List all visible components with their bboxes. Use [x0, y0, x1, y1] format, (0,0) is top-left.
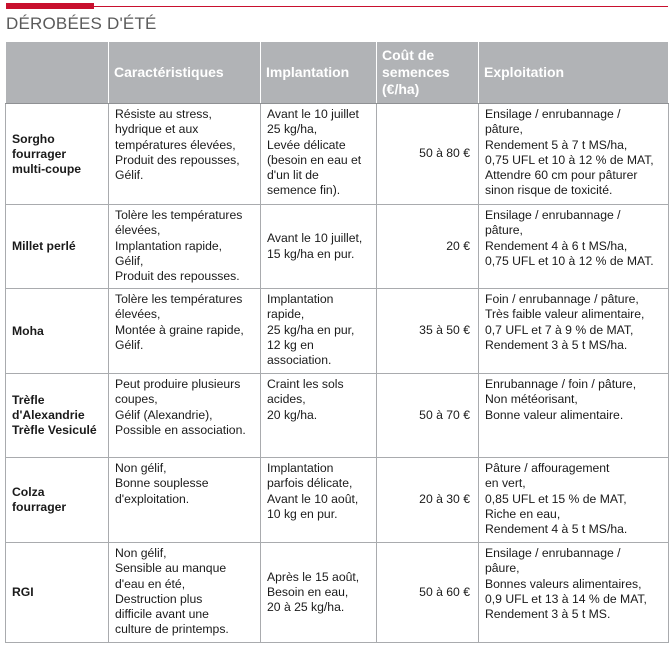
crop-name-line: d'Alexandrie [12, 408, 85, 422]
implantation-line: 20 kg/ha. [267, 407, 318, 422]
crop-name-cell [6, 458, 109, 543]
implantation-cell [261, 205, 377, 289]
characteristics-cell [109, 374, 261, 458]
table-row [6, 289, 669, 374]
exploitation-line: 0,7 UFL et 7 à 9 % de MAT, [485, 322, 634, 337]
column-header-implantation: Implantation [261, 42, 377, 104]
characteristics-line: Sensible au manque [115, 561, 227, 576]
exploitation-line: Bonnes valeurs alimentaires, [485, 576, 642, 591]
crop-name-line: fourrager [12, 146, 67, 161]
implantation-line: Levée délicate [267, 137, 346, 152]
characteristics-line: Non gélif, [115, 546, 167, 560]
exploitation-line: 0,9 UFL et 13 à 14 % de MAT, [485, 591, 647, 606]
implantation-line: parfois délicate, [267, 476, 353, 491]
exploitation-cell [479, 543, 669, 643]
characteristics-line: culture de printemps. [115, 622, 229, 637]
implantation-cell [261, 374, 377, 458]
implantation-line: (besoin en eau et [267, 152, 362, 167]
column-header-characteristics: Caractéristiques [109, 42, 261, 104]
characteristics-line: Gélif. [115, 337, 144, 352]
crop-name-line: Trèfle Vesiculé [12, 423, 97, 437]
implantation-line: 10 kg en pur. [267, 506, 338, 521]
implantation-cell [261, 289, 377, 374]
exploitation-cell [479, 374, 669, 458]
characteristics-line: Gélif. [115, 168, 144, 183]
exploitation-line: pâure, [485, 561, 520, 576]
implantation-line: 20 à 25 kg/ha. [267, 600, 345, 615]
crop-name-line: Trèfle [12, 393, 45, 407]
implantation-line: Avant le 10 juillet, [267, 231, 363, 246]
exploitation-line: Ensilage / enrubannage / [485, 208, 621, 222]
table-row [6, 104, 669, 205]
exploitation-line: Rendement 3 à 5 t MS. [485, 607, 611, 622]
implantation-line: Implantation [267, 461, 334, 475]
crop-name-line: Millet perlé [12, 239, 76, 253]
exploitation-line: Ensilage / enrubannage / [485, 107, 621, 121]
exploitation-line: Rendement 5 à 7 t MS/ha, [485, 137, 628, 152]
crop-name-line: fourrager [12, 500, 67, 514]
implantation-line: rapide, [267, 307, 305, 322]
table-header-row [6, 42, 669, 104]
exploitation-line: Enrubannage / foin / pâture, [485, 377, 637, 391]
characteristics-cell [109, 543, 261, 643]
exploitation-line: Pâture / affouragement [485, 461, 610, 475]
implantation-line: Craint les sols [267, 377, 344, 391]
exploitation-line: Foin / enrubannage / pâture, [485, 292, 639, 306]
characteristics-line: Tolère les températures [115, 208, 243, 222]
exploitation-line: en vert, [485, 476, 526, 491]
exploitation-cell [479, 205, 669, 289]
exploitation-line: Très faible valeur alimentaire, [485, 307, 645, 322]
seed-cost-cell: 50 à 80 € [377, 104, 479, 205]
column-header-exploitation: Exploitation [479, 42, 669, 104]
characteristics-line: Possible en association. [115, 422, 246, 437]
column-header-cost-line: semences [382, 64, 450, 80]
exploitation-line: pâture, [485, 223, 523, 238]
exploitation-line: Rendement 4 à 5 t MS/ha. [485, 522, 628, 537]
title-accent-line [94, 6, 668, 7]
crop-name-line: multi-coupe [12, 161, 82, 176]
crop-name-cell [6, 543, 109, 643]
crop-name-cell [6, 104, 109, 205]
exploitation-cell [479, 458, 669, 543]
exploitation-line: Rendement 3 à 5 t MS/ha. [485, 337, 628, 352]
implantation-line: association. [267, 353, 332, 368]
characteristics-line: difficile avant une [115, 607, 209, 622]
characteristics-line: Gélif (Alexandrie), [115, 407, 213, 422]
exploitation-line: Bonne valeur alimentaire. [485, 407, 624, 422]
characteristics-line: élevées, [115, 223, 161, 238]
exploitation-line: 0,75 UFL et 10 à 12 % de MAT. [485, 253, 654, 268]
exploitation-cell [479, 104, 669, 205]
implantation-line: d'un lit de [267, 168, 319, 183]
table-row [6, 458, 669, 543]
characteristics-line: d'eau en été, [115, 576, 186, 591]
characteristics-cell [109, 289, 261, 374]
implantation-line: Avant le 10 juillet [267, 107, 359, 121]
characteristics-cell [109, 205, 261, 289]
column-header-cost-line: (€/ha) [382, 81, 420, 97]
exploitation-line: Attendre 60 cm pour pâturer [485, 168, 638, 183]
seed-cost-cell: 50 à 70 € [377, 374, 479, 458]
exploitation-line: Ensilage / enrubannage / [485, 546, 621, 560]
characteristics-line: hydrique et aux [115, 122, 199, 137]
implantation-line: Avant le 10 août, [267, 491, 359, 506]
implantation-line: 25 kg/ha, [267, 122, 318, 137]
characteristics-line: températures élevées, [115, 137, 236, 152]
characteristics-line: Gélif, [115, 253, 144, 268]
characteristics-line: Montée à graine rapide, [115, 322, 244, 337]
characteristics-line: coupes, [115, 392, 158, 407]
characteristics-line: Résiste au stress, [115, 107, 212, 121]
crop-name-cell [6, 205, 109, 289]
implantation-cell [261, 458, 377, 543]
table-row [6, 374, 669, 458]
column-header-cost [377, 42, 479, 104]
exploitation-line: Riche en eau, [485, 506, 561, 521]
characteristics-line: Non gélif, [115, 461, 167, 475]
implantation-line: Implantation [267, 292, 334, 306]
characteristics-line: d'exploitation. [115, 491, 190, 506]
implantation-cell [261, 104, 377, 205]
implantation-line: acides, [267, 392, 306, 407]
implantation-line: 25 kg/ha en pur, [267, 322, 355, 337]
characteristics-cell [109, 104, 261, 205]
seed-cost-cell: 20 € [377, 205, 479, 289]
characteristics-line: Produit des repousses. [115, 269, 240, 284]
characteristics-line: Tolère les températures [115, 292, 243, 306]
column-header-cost-line: Coût de [382, 47, 435, 63]
implantation-line: Besoin en eau, [267, 584, 349, 599]
characteristics-cell [109, 458, 261, 543]
exploitation-line: sinon risque de toxicité. [485, 183, 613, 198]
implantation-cell [261, 543, 377, 643]
characteristics-line: Implantation rapide, [115, 238, 223, 253]
crop-name-line: Colza [12, 485, 45, 499]
exploitation-line: Non météorisant, [485, 392, 578, 407]
seed-cost-cell: 50 à 60 € [377, 543, 479, 643]
exploitation-cell [479, 289, 669, 374]
implantation-line: 15 kg/ha en pur. [267, 246, 355, 261]
implantation-line: 12 kg en [267, 337, 314, 352]
crop-name-cell [6, 289, 109, 374]
characteristics-line: Destruction plus [115, 591, 203, 606]
forage-crops-table [5, 41, 669, 643]
exploitation-line: 0,85 UFL et 15 % de MAT, [485, 491, 627, 506]
crop-name-cell [6, 374, 109, 458]
implantation-line: semence fin). [267, 183, 341, 198]
characteristics-line: élevées, [115, 307, 161, 322]
table-row [6, 205, 669, 289]
exploitation-line: 0,75 UFL et 10 à 12 % de MAT, [485, 152, 654, 167]
page-title: DÉROBÉES D'ÉTÉ [6, 14, 157, 33]
crop-name-line: RGI [12, 585, 34, 599]
characteristics-line: Produit des repousses, [115, 152, 240, 167]
crop-name-line: Moha [12, 323, 44, 338]
exploitation-line: pâture, [485, 122, 523, 137]
seed-cost-cell: 20 à 30 € [377, 458, 479, 543]
implantation-line: Après le 15 août, [267, 569, 360, 584]
crop-name-line: Sorgho [12, 131, 55, 146]
exploitation-line: Rendement 4 à 6 t MS/ha, [485, 238, 628, 253]
table-row [6, 543, 669, 643]
header-blank-cell [6, 42, 109, 104]
characteristics-line: Peut produire plusieurs [115, 377, 241, 391]
title-accent-bar [6, 3, 94, 9]
characteristics-line: Bonne souplesse [115, 476, 209, 491]
seed-cost-cell: 35 à 50 € [377, 289, 479, 374]
